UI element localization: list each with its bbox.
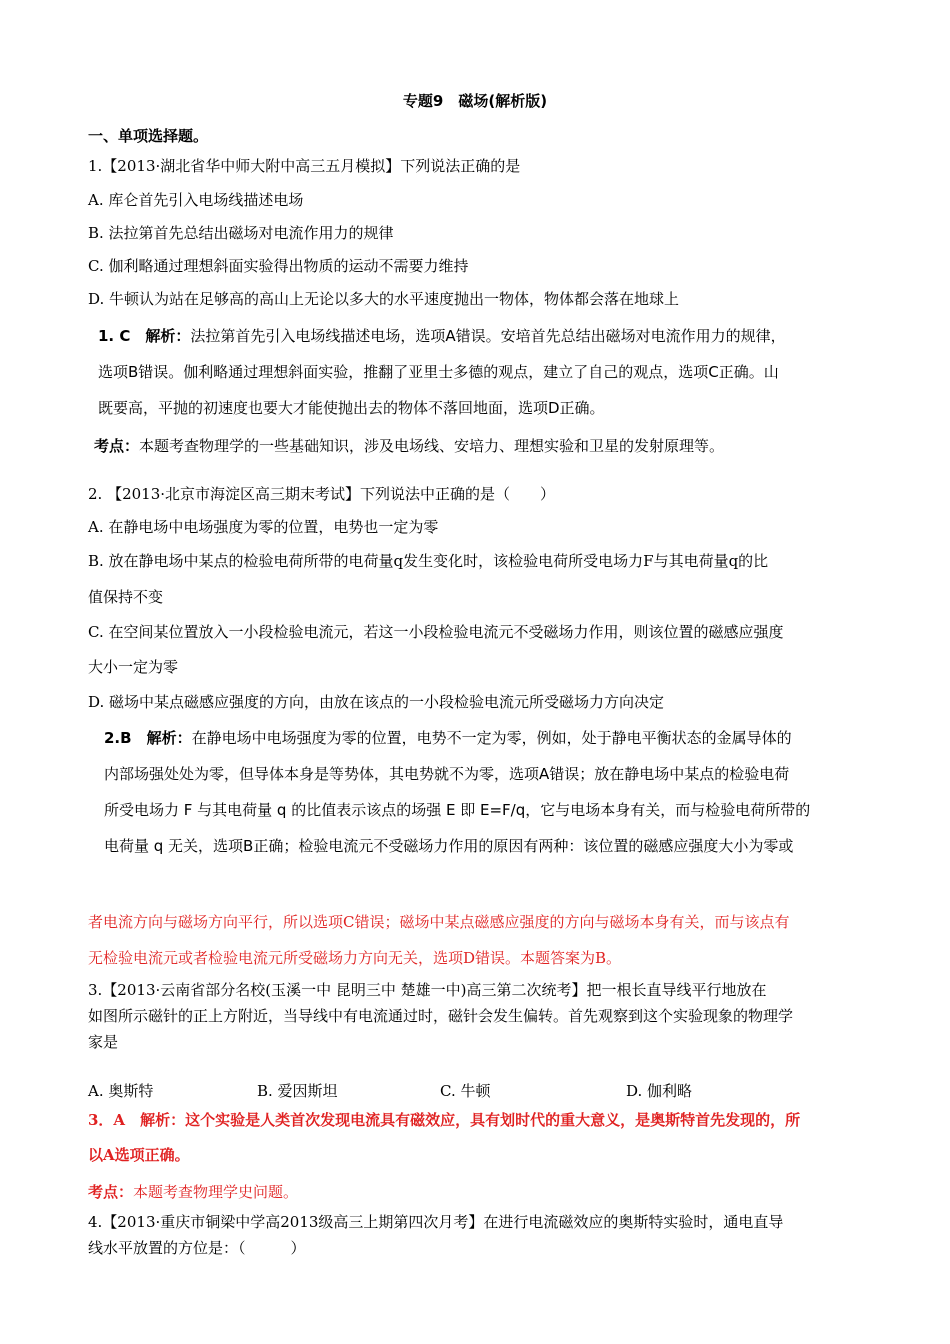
q3-answer-line-1 [88,1110,800,1130]
q2-option-b-line-2: 值保持不变 [88,588,164,606]
q2-option-a: A. 在静电场中电场强度为零的位置，电势也一定为零 [88,518,439,536]
q2-option-c-line-2: 大小一定为零 [88,658,179,676]
q2-option-d: D. 磁场中某点磁感应强度的方向，由放在该点的一小段检验电流元所受磁场力方向决定 [88,693,665,711]
q4-stem-line-2: 线水平放置的方位是：（ ） [88,1239,306,1257]
document-title: 专题9 磁场(解析版) [402,92,548,110]
q3-kd-head: 考点： [88,1183,134,1201]
q2-answer-text-1: 在静电场中电场强度为零的位置，电势不一定为零，例如，处于静电平衡状态的金属导体的 [191,729,792,747]
q2-answer-head: 2.B 解析： [104,729,192,747]
q3-option-d: D. 伽利略 [626,1082,693,1100]
q3-stem-line-2: 如图所示磁针的正上方附近，当导线中有电流通过时，磁针会发生偏转。首先观察到这个实验现象的物理学 [88,1007,794,1025]
q3-answer-head: 3．A 解析： [88,1111,186,1129]
q1-kd-head: 考点： [94,437,140,455]
q2-option-c-line-1: C. 在空间某位置放入一小段检验电流元，若这一小段检验电流元不受磁场力作用，则该位置的磁感应强度 [88,623,784,641]
q1-answer-line-3: 既要高，平抛的初速度也要大才能使抛出去的物体不落回地面，选项D正确。 [98,399,605,417]
q1-knowledge-point [94,436,724,456]
q1-option-c: C. 伽利略通过理想斜面实验得出物质的运动不需要力维持 [88,257,469,275]
q3-stem-line-3: 家是 [88,1033,119,1051]
q1-answer-text-1: 法拉第首先引入电场线描述电场，选项A错误。安培首先总结出磁场对电流作用力的规律， [190,327,786,345]
q2-answer-line-6: 无检验电流元或者检验电流元所受磁场力方向无关，选项D错误。本题答案为B。 [88,949,622,967]
q2-stem: 2. 【2013·北京市海淀区高三期末考试】下列说法中正确的是（ ） [88,485,556,503]
q3-knowledge-point [88,1182,298,1202]
q2-answer-line-3: 所受电场力 F 与其电荷量 q 的比值表示该点的场强 E 即 E=F/q，它与电场本身有关，而与检验电荷所带的 [104,801,811,819]
q3-option-a: A. 奥斯特 [88,1082,154,1100]
q3-option-b: B. 爱因斯坦 [257,1082,338,1100]
q1-answer-line-1 [98,326,786,346]
q2-answer-line-4: 电荷量 q 无关，选项B正确；检验电流元不受磁场力作用的原因有两种：该位置的磁感应强度大小为零或 [104,837,794,855]
q1-option-a: A. 库仑首先引入电场线描述电场 [88,191,304,209]
q1-kd-text: 本题考查物理学的一些基础知识，涉及电场线、安培力、理想实验和卫星的发射原理等。 [139,437,725,455]
q1-option-b: B. 法拉第首先总结出磁场对电流作用力的规律 [88,224,394,242]
q2-option-b-line-1: B. 放在静电场中某点的检验电荷所带的电荷量q发生变化时，该检验电荷所受电场力F与其电荷量q的比 [88,552,769,570]
q2-answer-line-2: 内部场强处处为零，但导体本身是等势体，其电势就不为零，选项A错误；放在静电场中某点的检验电荷 [104,765,790,783]
section-heading: 一、单项选择题。 [88,127,209,145]
q1-option-d: D. 牛顿认为站在足够高的高山上无论以多大的水平速度抛出一物体，物体都会落在地球上 [88,290,680,308]
q3-option-c: C. 牛顿 [440,1082,491,1100]
q3-stem-line-1: 3.【2013·云南省部分名校(玉溪一中 昆明三中 楚雄一中)高三第二次统考】把一根长直导线平行地放在 [88,981,767,999]
q4-stem-line-1: 4.【2013·重庆市铜梁中学高2013级高三上期第四次月考】在进行电流磁效应的奥斯特实验时，通电直导 [88,1213,784,1231]
q3-kd-text: 本题考查物理学史问题。 [133,1183,299,1201]
q1-answer-head: 1. C 解析： [98,327,191,345]
q2-answer-line-1 [104,728,792,748]
q1-answer-line-2: 选项B错误。伽利略通过理想斜面实验，推翻了亚里士多德的观点，建立了自己的观点，选项C正确。山 [98,363,779,381]
q3-answer-line-2: 以A选项正确。 [88,1146,190,1164]
q1-stem: 1.【2013·湖北省华中师大附中高三五月模拟】下列说法正确的是 [88,157,521,175]
q3-answer-text-1: 这个实验是人类首次发现电流具有磁效应，具有划时代的重大意义，是奥斯特首先发现的，所 [185,1111,801,1129]
q2-answer-line-5: 者电流方向与磁场方向平行，所以选项C错误；磁场中某点磁感应强度的方向与磁场本身有关，而与该点有 [88,913,790,931]
